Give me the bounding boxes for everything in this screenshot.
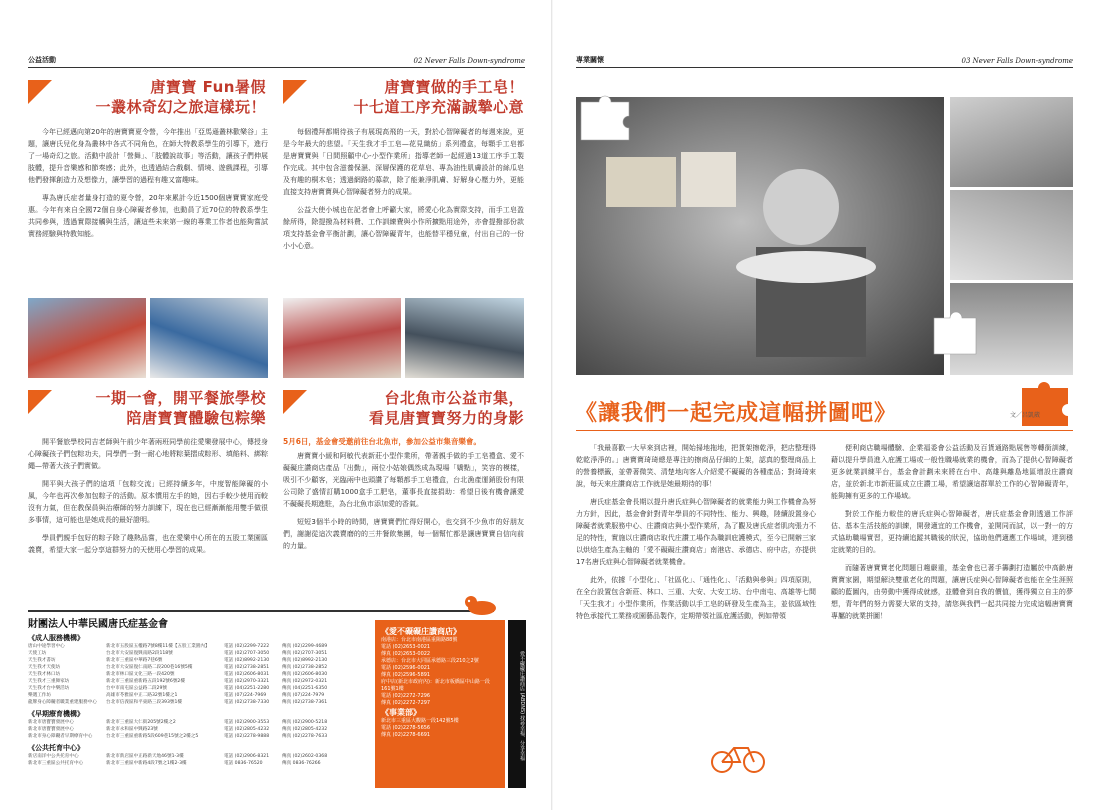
panel-line: 傳真 (02)2272-7297 (381, 700, 431, 706)
article3-paragraph: 開平與大孩子們的這項「包粽交流」已經持續多年，中度智能障礙的小風，今年也再次參加包粽子的活動。原本慣用左手的她，因右手較少使用而較沒有力氣，但在教保員與治療師的努力訓練下，現在也已經漸漸能用雙手做很多事情，這可能也是她成長的最好證明。 (28, 480, 268, 524)
directory-cell: 電話 0836-76520 (224, 761, 263, 766)
directory-cell: 新北市新店區中正路新天地46號1-3樓 (106, 754, 184, 759)
article4-headline-line1: 台北魚市公益市集， (384, 389, 524, 407)
directory-cell: 傳真 0836-76266 (282, 761, 321, 766)
directory-cell: 電話 (02)2299-7222 (224, 644, 270, 649)
panel-line: 傳真 (02)2653-0022 (381, 651, 431, 657)
puzzle-piece-icon (928, 310, 980, 358)
right-page-number: 03 Never Falls Down-syndrome (961, 57, 1073, 65)
left-page-number: 02 Never Falls Down-syndrome (413, 57, 525, 65)
left-running-header (28, 56, 525, 68)
foundation-title: 財團法人中華民國唐氏症基金會 (28, 619, 168, 630)
summer-camp-group-photo (28, 298, 146, 378)
feature-title: 《讓我們一起完成這幅拼圖吧》 (575, 401, 898, 426)
shop-info-panel (375, 620, 505, 788)
panel-line: 電話 (02)2596-0021 (381, 665, 431, 671)
article4-headline-line2: 看見唐寶寶努力的身影 (368, 409, 524, 427)
orange-puzzle-piece-icon (1018, 378, 1074, 428)
panel-line: 新北市三重區大觀路一段142號5樓 (381, 718, 459, 724)
article4-paragraph: 唐寶寶小緩和阿敏代表新莊小型作業所，帶著親手做的手工皂禮盒、愛不礙礙庄讚商店產品「出勤」，兩位小姑娘偶然成為現場「嬌點」，笑容的模樣，吸引不少顧客，光臨兩中也頭讚了每顆都手工皂禮盒，台北漁產運銷股份有限公司除了盛情訂購1000盒手工肥皂，董事長直接捐助：希望日後有機會讓愛不礙礙長期進駐，為台北魚市添加愛的香氣。 (283, 452, 524, 508)
directory-cell: 電話 (04)2251-2280 (224, 686, 270, 691)
directory-cell: 傳真 (02)2738-7361 (282, 700, 328, 705)
directory-cell: 傳真 (02)2972-0321 (282, 679, 328, 684)
article3-headline-line2: 陪唐寶寶體驗包粽樂 (126, 409, 266, 427)
directory-cell: 電話 (02)2906-8321 (224, 754, 270, 759)
directory-cell: 天生我才書坊 (28, 658, 56, 663)
directory-cell: 電話 (02)2707-3050 (224, 651, 270, 656)
author-byline: 文／呂凱葳 (1010, 412, 1041, 419)
title-rule (576, 430, 1073, 431)
soap-making-photo (950, 97, 1073, 187)
directory-cell: 新北市三重區中華路7巷6號 (106, 658, 163, 663)
directory-cell: 電話 (02)2738-2851 (224, 665, 270, 670)
right-running-header (576, 56, 1073, 68)
panel-line: 府中店(新北市政府內)：新北市板橋區中山路一段161號1樓 (381, 679, 490, 692)
directory-cell: 樂邁工作坊 (28, 693, 51, 698)
directory-cell: 傳真 (02)2602-0368 (282, 754, 328, 759)
directory-cell: 電話 (02)8992-2130 (224, 658, 270, 663)
feature-paragraph: 唐氏症基金會長期以提升唐氏症與心智障礙者的就業能力與工作機會為努力方針，因此，基金會針對青年學員的不同特性、能力、興趣，陸續設置身心障礙者就業服務中心、庄讚商店與小型作業所，為了觀及唐氏症者肌肉張力不足的特性，實施以庄讚商店取代庄讚工場作為職訓庇護模式，至今已開辦三家以烘焙生產為主軸的「愛不礙礙庄讚商店」南港店、承德店、府中店，亦提供17名唐氏症與心智障礙者就業機會。 (576, 498, 816, 566)
directory-cell: 傳真 (07)224-7979 (282, 693, 325, 698)
directory-cell: 新北市三重區重新路五段192號6號2樓 (106, 679, 185, 684)
bicycle-icon (708, 738, 768, 774)
dept-lines (381, 718, 499, 739)
directory-cell: 天生我才林口坊 (28, 672, 61, 677)
right-page (553, 0, 1106, 810)
directory-cell: 電話 (02)2606-8031 (224, 672, 270, 677)
feature-paragraph: 「我最喜歡一大早來到店裡，開始掃地拖地，把貨架擦乾淨，把店整理得乾乾淨淨的。」唐寶寶琦琦總是專注的擦商品仔細的上架，認真的整理商品上的營養標籤，並帶著微笑、清楚地向客人介紹愛不礙礙的各種產品；對琦琦來說，每天來庄讚商店工作就是她最期待的事！ (576, 444, 816, 488)
directory-cell: 台北市三重區重新路5段609巷15號之2樓之5 (106, 734, 199, 739)
article3-paragraph: 學員們親手包好的粽子除了趣熱品嘗，也在愛樂中心所在的五股工業園區義賣，希望大家一起分享這群努力的天使用心學習的成果。 (28, 534, 268, 554)
directory-cell: 台北市大安區復仁南路二段200巷16號5樓 (106, 665, 193, 670)
orange-corner-triangle (28, 390, 52, 414)
panel-line: 傳真 (02)2278-6691 (381, 732, 431, 738)
directory-cell: 電話 (02)2278-9888 (224, 734, 270, 739)
directory-cell: 新北市三重區大仁街205號2樓之2 (106, 720, 176, 725)
directory-cell: 電話 (02)2805-4232 (224, 727, 270, 732)
directory-section-title: 《公共托育中心》 (28, 744, 84, 752)
article2-body (283, 126, 524, 291)
feature-body-left (576, 442, 816, 742)
directory-cell: 傳真 (02)2278-7633 (282, 734, 328, 739)
article3-body (28, 436, 268, 602)
right-section-label: 專業關懷 (576, 56, 604, 64)
directory-cell: 天生我才天使坊 (28, 665, 61, 670)
orange-corner-triangle (28, 80, 52, 104)
panel-line: 電話 (02)2653-0021 (381, 644, 431, 650)
directory-cell: 傳真 (02)2738-2852 (282, 665, 328, 670)
summer-camp-activity-photo (150, 298, 268, 378)
article1-headline-line2: 一叢林奇幻之旅這樣玩！ (95, 98, 266, 116)
directory-cell: 電話 (02)2970-3321 (224, 679, 270, 684)
directory-cell: 唐山中途學習中心 (28, 644, 65, 649)
orange-corner-triangle (283, 80, 307, 104)
directory-cell: 新北市林口區文化三路一段420號 (106, 672, 175, 677)
shop-lines (381, 637, 499, 707)
directory-cell: 傳真 (02)2805-4232 (282, 727, 328, 732)
panel-line: 電話 (02)2272-7296 (381, 693, 431, 699)
directory-cell: 傳真 (02)2900-5218 (282, 720, 328, 725)
article1-headline-line1: 唐寶寶 Fun暑假 (150, 78, 266, 96)
directory-cell: 新北市唐寶寶發展中心 (28, 720, 74, 725)
feature-body-right (831, 442, 1073, 742)
article3-headline (58, 388, 266, 428)
article2-headline-line1: 唐寶寶做的手工皂！ (384, 78, 524, 96)
directory-cell: 台中市南屯區公益路二段29號 (106, 686, 167, 691)
article1-paragraph: 專為唐氏症者量身打造的夏令營，20年來累計今近1500個唐寶寶家庭受惠。今年有來自全國72個自身心障礙者參加，也動員了近70位的特教系學生共同參與，透過實際接觸與生活，讓這些未來第一線的專業工作者也能夠嘗試實務經驗與特教知能。 (28, 194, 268, 238)
article1-body (28, 126, 268, 291)
article2-headline (310, 77, 524, 117)
directory-cell: 新北市身心障礙者早期療育中心 (28, 734, 93, 739)
directory-cell: 台北市信義區和平東路三段393號1樓 (106, 700, 183, 705)
soap-ambassador-group-photo (405, 298, 524, 378)
feature-paragraph: 對於工作能力較佳的唐氏症與心智障礙者，唐氏症基金會則透過工作評估、基本生活技能的訓練，開發適宜的工作機會，並開同而試，以一對一的方式協助職場實習，更持續追蹤其職後的狀況，協助他們適應工作場域，達到穩定就業的目的。 (831, 510, 1073, 554)
vertical-slogan-strip: 愛不礙礙庄讚商店 (ABDNS) 找尋幸福、分享幸福 (508, 620, 526, 788)
soap-press-event-photo (283, 298, 401, 378)
directory-cell: 天生我才三重舞家坊 (28, 679, 70, 684)
article2-paragraph: 公益大使小城也在記者會上呼籲大家，將愛心化為實際支持，而手工皂盈餘所得，除提撥為材料費、工作訓練費與小作所擴點用途外，亦會提撥部份款項支持基金會平衡計劃，讓心智障礙青年，也能替平穩兒童，付出自己的一份小小心意。 (283, 206, 524, 250)
article1-headline (58, 77, 266, 117)
directory-cell: 新北市三重區公共托育中心 (28, 761, 84, 766)
directory-cell: 傳真 (02)2707-3051 (282, 651, 328, 656)
directory-cell: 新北市唐寶寶發展中心 (28, 727, 74, 732)
article3-paragraph: 開平餐旅學校同吉老師與午前少年著兩班同學前往愛樂發展中心，傳授身心障礙孩子們包粽功夫，同學們一對一耐心地將粽葉摺成粽形、填餡料、綁粽繩—帶著大孩子們實做。 (28, 438, 268, 470)
article4-headline (310, 388, 524, 428)
article4-subline: 5月6日，基金會受邀前往台北魚市，參加公益市集音樂會。 (283, 437, 481, 446)
feature-paragraph: 便利商店職場體驗、企業福委會公益活動及百貨通路點展售等轉銜訓練，藉以提升學員進入庇護工場或一般性職場就業的機會，而為了提供心智障礙者更多就業訓練平台，基金會計劃未來將在台中、高雄與離島地區增設庄讚商店，並於新北市新莊區成立庄讚工場，希望讓這群單於工作的心智障礙青年，能夠擁有更多的工作場域。 (831, 444, 1073, 500)
directory-cell: 新北市三重區中新路4段7號之1樓2-3樓 (106, 761, 187, 766)
shop-title: 《愛不礙礙庄讚商店》 (381, 627, 461, 636)
panel-line: 南港店：台北市南港區重陽路88號 (381, 637, 458, 643)
panel-line: 承德店：台北市大同區承德路三段210之2號 (381, 658, 479, 664)
directory-cell: 新北市五股區五權路7號8樓11樓【五股工業園內】 (106, 644, 210, 649)
puzzle-piece-icon (576, 92, 636, 142)
article4-body (283, 450, 524, 602)
directory-cell: 高雄市苓雅區中正二路32號1樓之1 (106, 693, 178, 698)
directory-cell: 傳真 (02)2299-4689 (282, 644, 328, 649)
directory-cell: 傳真 (04)2251-6350 (282, 686, 328, 691)
directory-cell: 天生我才台中樂活坊 (28, 686, 70, 691)
directory-cell: 電話 (07)224-7969 (224, 693, 267, 698)
directory-cell: 新北市永和區中興路23號 (106, 727, 158, 732)
directory-section-title: 《成人服務機構》 (28, 634, 84, 642)
dept-title: 《事業部》 (381, 708, 421, 717)
directory-section-title: 《早期療育機構》 (28, 710, 84, 718)
directory-cell: 電話 (02)2738-7330 (224, 700, 270, 705)
article1-paragraph: 今年已經邁向第20年的唐寶寶夏令營，今年推出「亞馬遜叢林歡樂谷」主題，讓唐氏兒化身為叢林中各式不同角色，在師大特教系學生的引導下，進行了一場奇幻之旅。活動中設計「營舞」、「肢體說故事」等活動，讓孩子們伸展肢體，提升音樂感和節奏感；此外，也透過結合戲劇、情境、遊戲課程，引導他們發揮創造力及想像力，讓學習的過程有趣又富趣味。 (28, 128, 268, 184)
directory-cell: 電話 (02)2900-3553 (224, 720, 270, 725)
feature-paragraph: 此外，依據「小型化」、「社區化」、「通性化」、「活動與參與」四項原則，在全台設置包含新莊、林口、三重、大安、大安工坊、台中南屯、高雄等七間「天生我才」小型作業所，作業活動以手工皂的研發及生產為主，並依區域性特色承接代工業務或園藝品製作，定期帶領社區庇護活動，例如帶領 (576, 576, 816, 620)
feature-paragraph: 而隨著唐寶寶老化問題日趨嚴重，基金會也已著手籌劃打造屬於中高齡唐寶寶家園，期望解決雙重老化的問題，讓唐氏症與心智障礙者也能在全生涯照顧的藍圖內，由勞動中獲得成就感，並體會到自我的價值，獲得獨立自主的夢想，青年們的努力需要大眾的支持，請您與我們一起共同接力完成這幅唐寶寶專屬的就業拼圖！ (831, 564, 1073, 620)
article2-headline-line2: 十七道工序充滿誠摯心意 (353, 98, 524, 116)
dog-mascot-icon (462, 592, 502, 616)
article4-paragraph: 短短3個半小時的時間，唐寶寶們忙得好開心，也交到不少魚市的好朋友們，謝謝從這次義賣磨的的三井餐飲集團，每一個幫忙都是讓唐寶寶自信向前的力量。 (283, 518, 524, 550)
directory-cell: 傳真 (02)8992-2130 (282, 658, 328, 663)
panel-line: 傳真 (02)2596-5891 (381, 672, 431, 678)
directory-cell: 龍牌身心障礙者職業重建服務中心 (28, 700, 97, 705)
directory-cell: 天使工坊 (28, 651, 47, 656)
directory-cell: 台北市大安區復興南路2段118號 (106, 651, 173, 656)
orange-corner-triangle (283, 390, 307, 414)
panel-line: 電話 (02)2278-5656 (381, 725, 431, 731)
article2-paragraph: 每個禮拜都期待孩子有展現高飛的一天，對於心智障礙者的每週來說，更是今年最大的悲望。「天生我才手工皂—花見織紡」系列禮盒，每顆手工皂都是唐寶寶與「日間照顧中心-小型作業所」指導老師一起經過13道工序手工製作完成。其中包含滋養保濕、深層保護的花草皂、專為油性肌膚設計的絲瓜皂及有趣的桐木皂；透過網路的募款，除了能兼淨肌膚、好解身心壓力外，更能直接支持唐寶寶與心智障礙者努力的成果。 (283, 128, 524, 196)
product-shelf-photo (950, 190, 1073, 280)
directory-cell: 傳真 (02)2606-8030 (282, 672, 328, 677)
left-section-label: 公益活動 (28, 56, 56, 64)
article3-headline-line1: 一期一會，開平餐旅學校 (95, 389, 266, 407)
directory-cell: 新店南洋中公共托育中心 (28, 754, 79, 759)
